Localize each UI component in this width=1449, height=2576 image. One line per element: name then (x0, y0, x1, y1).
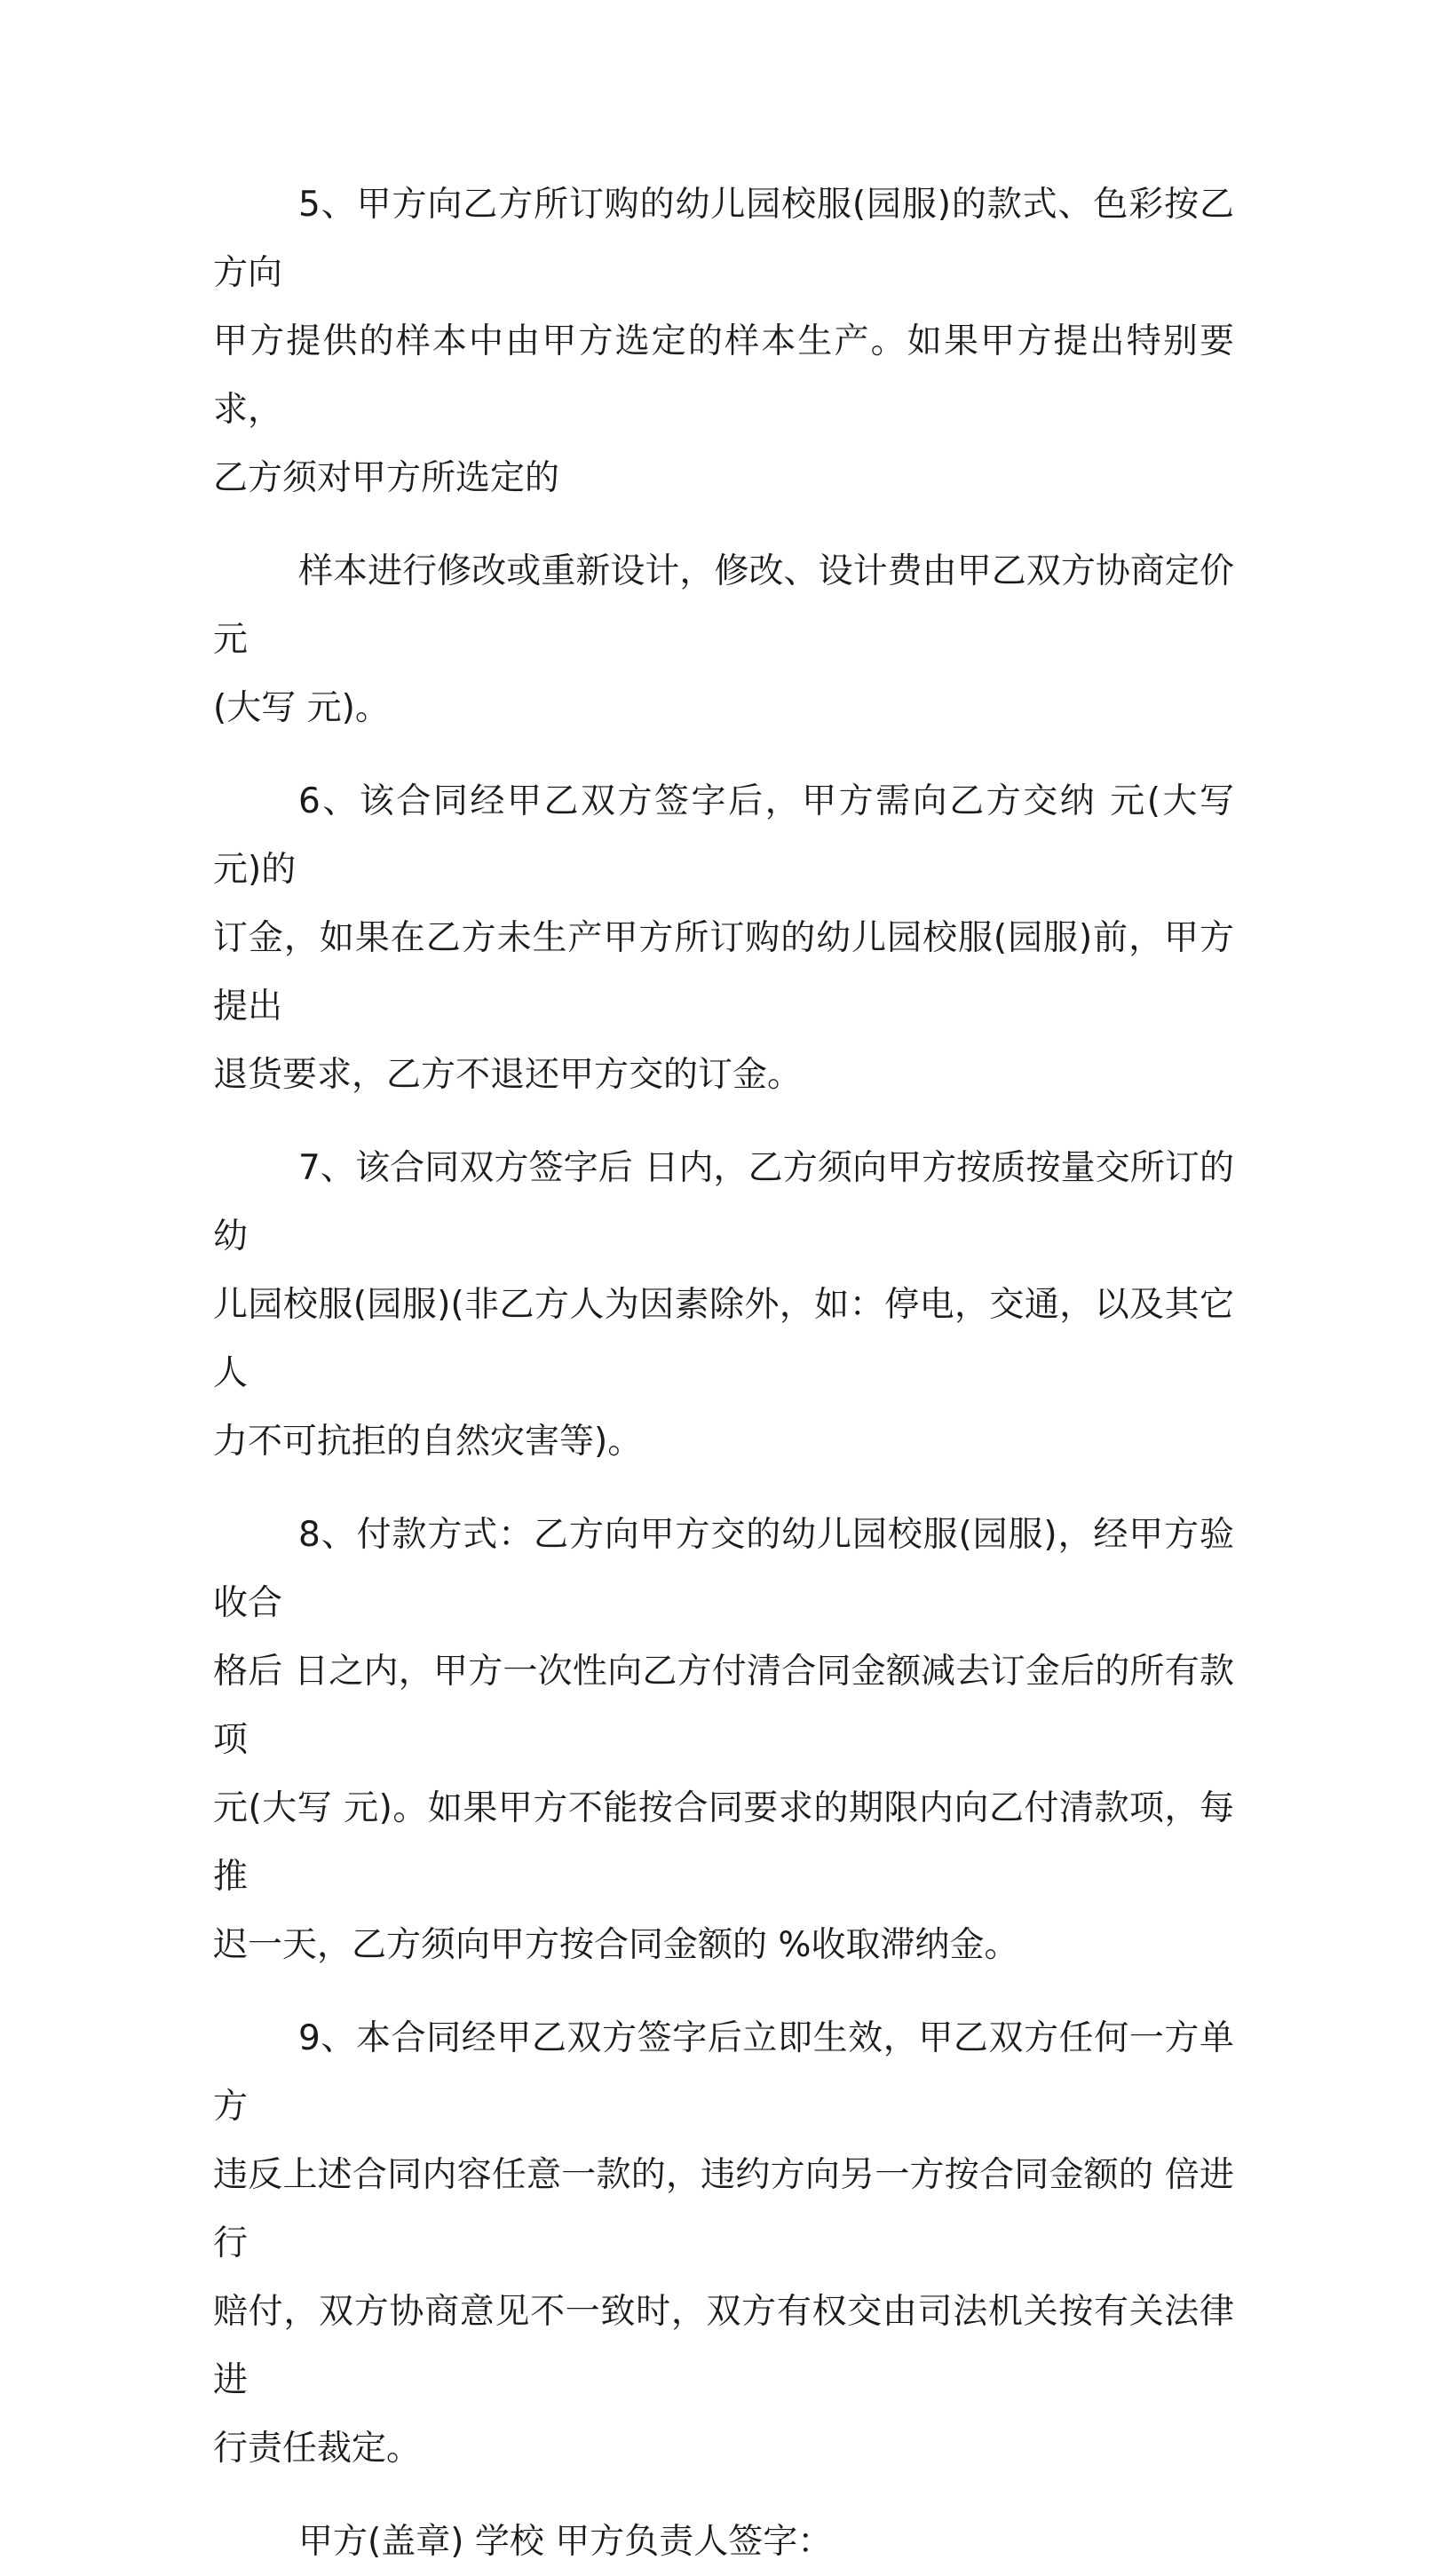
text-line: 迟一天，乙方须向甲方按合同金额的 %收取滞纳金。 (213, 1925, 1019, 1965)
text-line: 样本进行修改或重新设计，修改、设计费由甲乙双方协商定价 元 (213, 551, 1234, 660)
paragraph-clause-9 (213, 2004, 1234, 2483)
paragraph-clause-7 (213, 1134, 1234, 1476)
document-page (213, 170, 1234, 2576)
text-line: 订金，如果在乙方未生产甲方所订购的幼儿园校服(园服)前，甲方提出 (213, 918, 1234, 1026)
text-line: 甲方提供的样本中由甲方选定的样本生产。如果甲方提出特别要求， (213, 321, 1234, 430)
text-line: 儿园校服(园服)(非乙方人为因素除外，如：停电，交通，以及其它人 (213, 1285, 1234, 1393)
text-line: 违反上述合同内容任意一款的，违约方向另一方按合同金额的 倍进行 (213, 2155, 1234, 2263)
text-line: 乙方须对甲方所选定的 (213, 458, 560, 498)
paragraph-clause-5-continued (213, 537, 1234, 742)
text-line: 甲方(盖章) 学校 甲方负责人签字： (298, 2522, 833, 2562)
text-line: (大写 元)。 (213, 688, 390, 728)
text-line: 5、甲方向乙方所订购的幼儿园校服(园服)的款式、色彩按乙方向 (213, 185, 1234, 293)
text-line: 力不可抗拒的自然灾害等)。 (213, 1422, 643, 1462)
text-line: 元(大写 元)。如果甲方不能按合同要求的期限内向乙付清款项，每推 (213, 1788, 1234, 1897)
text-line: 行责任裁定。 (213, 2429, 422, 2469)
text-line: 9、本合同经甲乙双方签字后立即生效，甲乙双方任何一方单方 (213, 2018, 1234, 2127)
paragraph-clause-6 (213, 767, 1234, 1109)
text-line: 7、该合同双方签字后 日内，乙方须向甲方按质按量交所订的幼 (213, 1148, 1234, 1256)
text-line: 6、该合同经甲乙双方签字后，甲方需向乙方交纳 元(大写 元)的 (213, 781, 1234, 890)
text-line: 格后 日之内，甲方一次性向乙方付清合同金额减去订金后的所有款项 (213, 1652, 1234, 1760)
paragraph-clause-5 (213, 170, 1234, 512)
text-line: 赔付，双方协商意见不一致时，双方有权交由司法机关按有关法律进 (213, 2292, 1234, 2400)
signature-line (213, 2508, 1234, 2576)
text-line: 8、付款方式：乙方向甲方交的幼儿园校服(园服)，经甲方验收合 (213, 1515, 1234, 1623)
text-line: 退货要求，乙方不退还甲方交的订金。 (213, 1055, 803, 1095)
paragraph-clause-8 (213, 1501, 1234, 1979)
